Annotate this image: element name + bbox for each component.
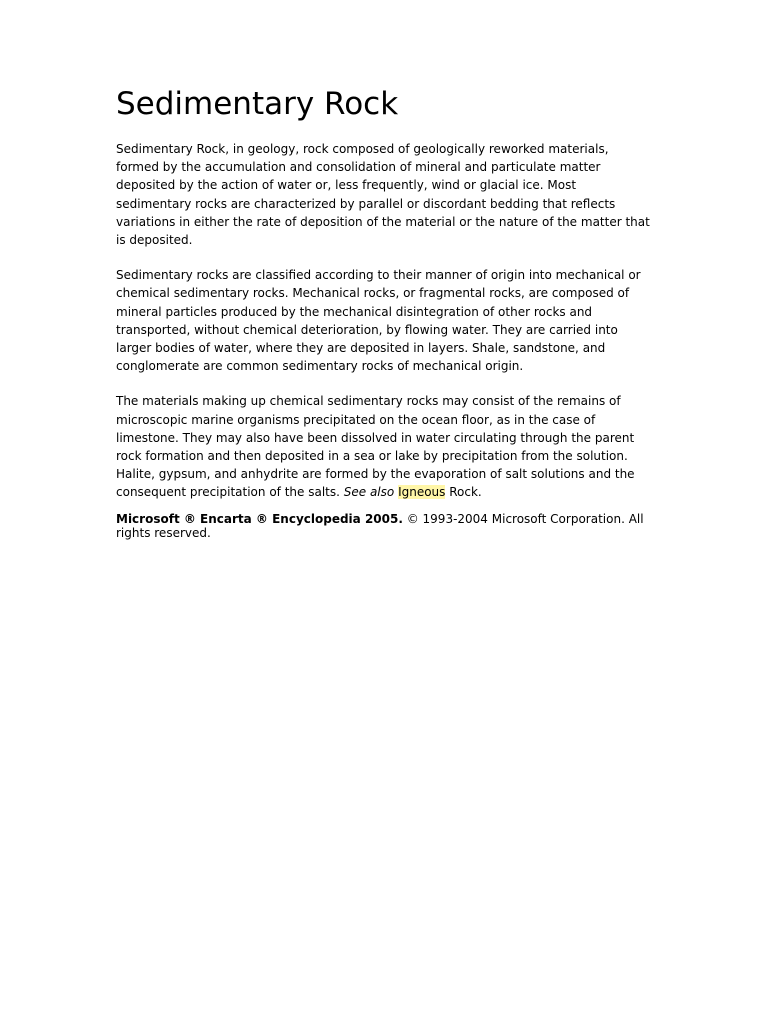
paragraph-definition: Sedimentary Rock, in geology, rock composed of geologically reworked materials, formed by the accumulation and consolidation of mineral and particulate matter deposited by the action of water or, less frequently, wind or glacial ice. Most sedimentary rocks are characterized by parallel or discordant bedding that reflects variations in either the rate of deposition of the material or the nature of the matter that is deposited. bbox=[116, 142, 650, 248]
page-title: Sedimentary Rock bbox=[116, 86, 399, 122]
igneous-rock-link[interactable]: Igneous bbox=[398, 485, 446, 500]
copyright-footer bbox=[116, 512, 650, 540]
paragraph-classification: Sedimentary rocks are classified according to their manner of origin into mechanical or chemical sedimentary rocks. Mechanical rocks, or fragmental rocks, are composed of mineral particles produced by the mechanical disintegration of other rocks and transported, without chemical deterioration, by flowing water. They are carried into larger bodies of water, where they are deposited in layers. Shale, sandstone, and conglomerate are common sedimentary rocks of mechanical origin. bbox=[116, 268, 641, 374]
source-title: Microsoft ® Encarta ® Encyclopedia 2005. bbox=[116, 511, 403, 526]
copyright-text: © 1993-2004 Microsoft Corporation. All rights reserved. bbox=[116, 511, 644, 540]
paragraph-chemical-rocks bbox=[116, 392, 650, 501]
see-also-suffix: Rock. bbox=[445, 485, 482, 500]
article bbox=[116, 84, 650, 552]
paragraph-chemical-rocks-text: The materials making up chemical sedimentary rocks may consist of the remains of microscopic marine organisms precipitated on the ocean floor, as in the case of limestone. They may also have been dissolved in water circulating through the parent rock formation and then deposited in a sea or lake by precipitation from the solution. Halite, gypsum, and anhydrite are formed by the evaporation of salt solutions and the consequent precipitation of the salts. bbox=[116, 394, 635, 500]
see-also-label: See also bbox=[343, 485, 395, 500]
